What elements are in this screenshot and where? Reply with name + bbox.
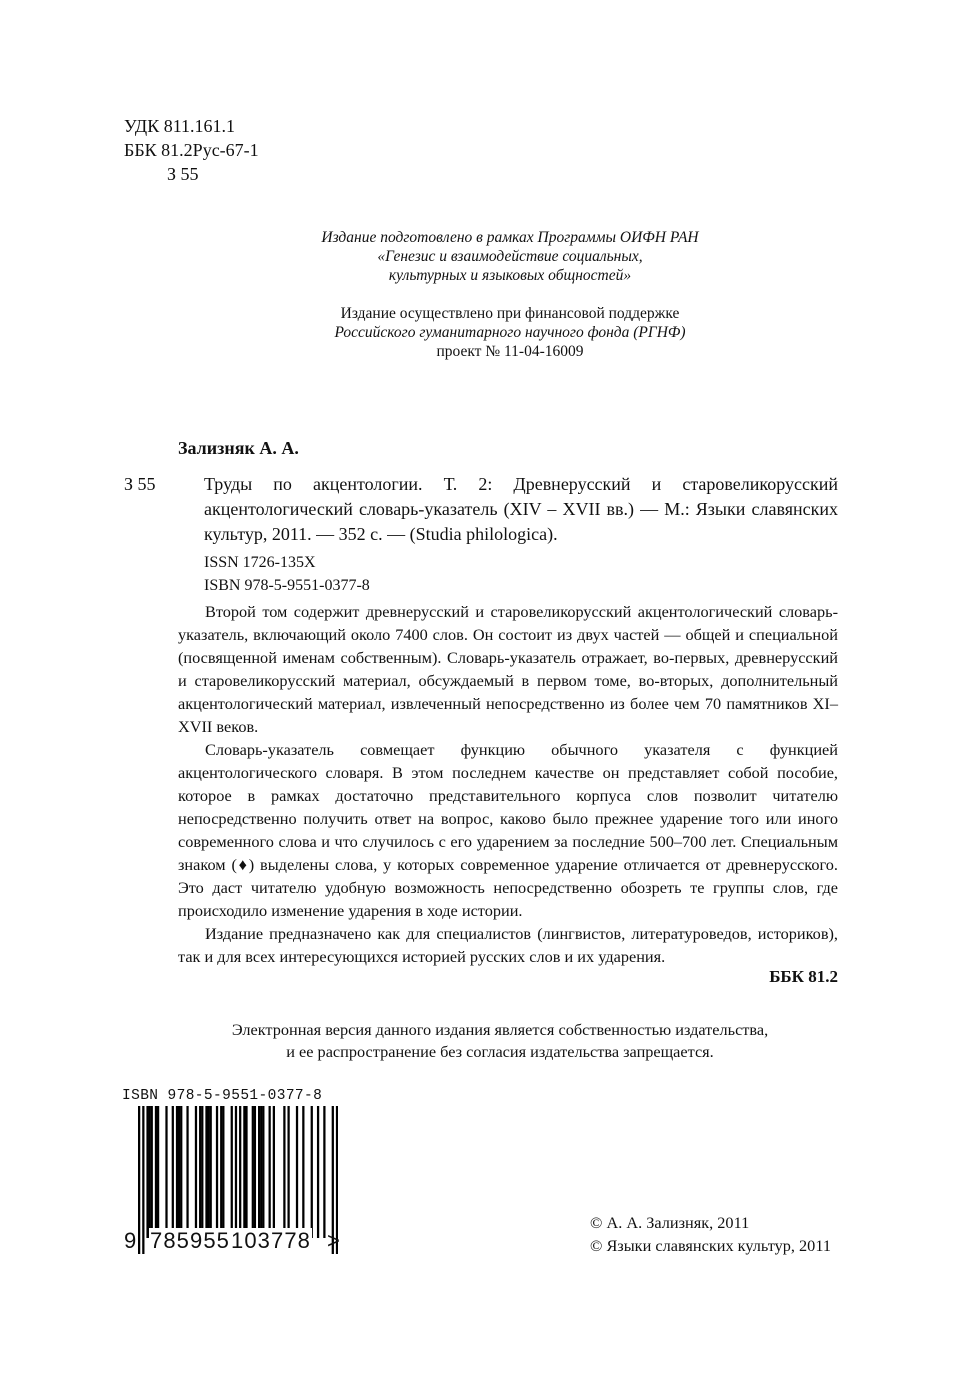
barcode-bar [155, 1106, 157, 1238]
bbk-code: ББК 81.2Рус-67-1 [124, 140, 259, 160]
funding-note-line: Издание осуществлено при финансовой поддержке [340, 305, 680, 322]
barcode-bar [296, 1106, 298, 1238]
barcode-bar [138, 1106, 140, 1254]
barcode-bar [142, 1106, 144, 1254]
barcode-bar [146, 1106, 148, 1238]
barcode-isbn-label: ISBN 978-5-9551-0377-8 [122, 1088, 323, 1104]
title-entry-text: Труды по акцентологии. Т. 2: Древнерусский и старовеликорусский акцентологический словарь-указатель (XIV – XVII вв.) — М.: Языки славянских культур, 2011. — 352 с. — (Studia philologica). [204, 474, 838, 544]
funding-note-line: проект № 11-04-16009 [436, 343, 584, 360]
author-name: Зализняк А. А. [178, 438, 299, 458]
copyright-block [590, 1211, 831, 1257]
isbn: ISBN 978-5-9551-0377-8 [204, 577, 370, 594]
program-note-line: культурных и языковых общностей» [388, 267, 632, 284]
barcode-bar [165, 1106, 167, 1238]
author-code: З 55 [167, 164, 199, 184]
barcode-bar [254, 1106, 256, 1238]
barcode-bar [283, 1106, 285, 1238]
barcode-bar [273, 1106, 275, 1238]
barcode-bar [258, 1106, 260, 1238]
barcode-bar [260, 1106, 262, 1238]
barcode-bar [205, 1106, 207, 1238]
barcode-left-digits: 785955 [150, 1228, 231, 1253]
electronic-notice [150, 1019, 850, 1063]
udk-code: УДК 811.161.1 [124, 116, 236, 136]
barcode-bar [311, 1106, 313, 1238]
barcode-bar [302, 1106, 304, 1238]
funding-note [180, 304, 840, 361]
barcode-bar [149, 1106, 151, 1238]
barcode-bar [172, 1106, 174, 1238]
abstract-paragraph: Издание предназначено как для специалистов (лингвистов, литературоведов, историков), так и для всех интересующихся историей русских слов и их ударения. [178, 924, 838, 966]
barcode-arrow: > [327, 1228, 340, 1253]
classification-codes [124, 114, 259, 186]
barcode-bar [195, 1106, 197, 1238]
barcode-bar [317, 1106, 319, 1238]
bbk-short: ББК 81.2 [769, 967, 838, 986]
notice-line: Электронная версия данного издания является собственностью издательства, [231, 1020, 769, 1039]
barcode-right-digits: 103778 [231, 1228, 312, 1253]
identifiers [204, 551, 370, 597]
copyright-line: © Языки славянских культур, 2011 [590, 1236, 831, 1255]
abstract-paragraph: Словарь-указатель совмещает функцию обычного указателя с функцией акцентологического словаря. В этом последнем качестве он представляет собой пособие, которое в рамках достаточно представительного корпуса слов позволит читателю непосредственно получить ответ на вопрос, каково было прежнее ударение того или иного современного слова и что случилось с его ударением за последние 500–700 лет. Специальным знаком (♦) выделены слова, у которых современное ударение отличается от древнерусского. Это даст читателю удобную возможность непосредственно обозреть те группы слов, где происходило изменение ударения в ходе истории. [178, 740, 838, 920]
barcode-bar [207, 1106, 209, 1238]
barcode-bar [216, 1106, 218, 1238]
barcode-bar [176, 1106, 178, 1238]
program-note [180, 228, 840, 285]
barcode-bar [201, 1106, 203, 1238]
barcode-bar [180, 1106, 182, 1238]
catalog-code: З 55 [124, 474, 156, 494]
copyright-line: © А. А. Зализняк, 2011 [590, 1213, 750, 1232]
barcode-bar [231, 1106, 233, 1238]
notice-line: и ее распространение без согласия издательства запрещается. [286, 1042, 714, 1061]
issn: ISSN 1726-135X [204, 554, 316, 571]
barcode-bar [287, 1106, 289, 1238]
abstract-paragraph: Второй том содержит древнерусский и старовеликорусский акцентологический словарь-указатель, включающий около 7400 слов. Он состоит из двух частей — общей и специальной (посвященной именам собственным). Словарь-указатель отражает, во-первых, древнерусский и старовеликорусский материал, обсуждаемый в первом томе, во-вторых, дополнительный акцентологический материал, извлеченный непосредственно из более чем 70 памятников XI–XVII веков. [178, 602, 838, 736]
funding-note-line: Российского гуманитарного научного фонда (РГНФ) [334, 324, 686, 341]
barcode-bar [323, 1106, 325, 1238]
barcode-bar [178, 1106, 180, 1238]
abstract [178, 600, 838, 968]
program-note-line: «Генезис и взаимодействие социальных, [377, 248, 643, 265]
title-entry [204, 472, 838, 547]
barcode-bar [220, 1106, 222, 1238]
barcode-bar [245, 1106, 247, 1238]
barcode-bar [262, 1106, 264, 1238]
program-note-line: Издание подготовлено в рамках Программы ОИФН РАН [321, 229, 699, 246]
barcode-bar [243, 1106, 245, 1238]
barcode-bar [186, 1106, 188, 1238]
barcode-bar [157, 1106, 159, 1238]
barcode-first-digit: 9 [124, 1228, 137, 1253]
barcode-bar [269, 1106, 271, 1238]
barcode-bar [151, 1106, 153, 1238]
barcode-bar [210, 1106, 212, 1238]
barcode-bar [252, 1106, 254, 1238]
barcode-bar [222, 1106, 224, 1238]
barcode-bar [199, 1106, 201, 1238]
